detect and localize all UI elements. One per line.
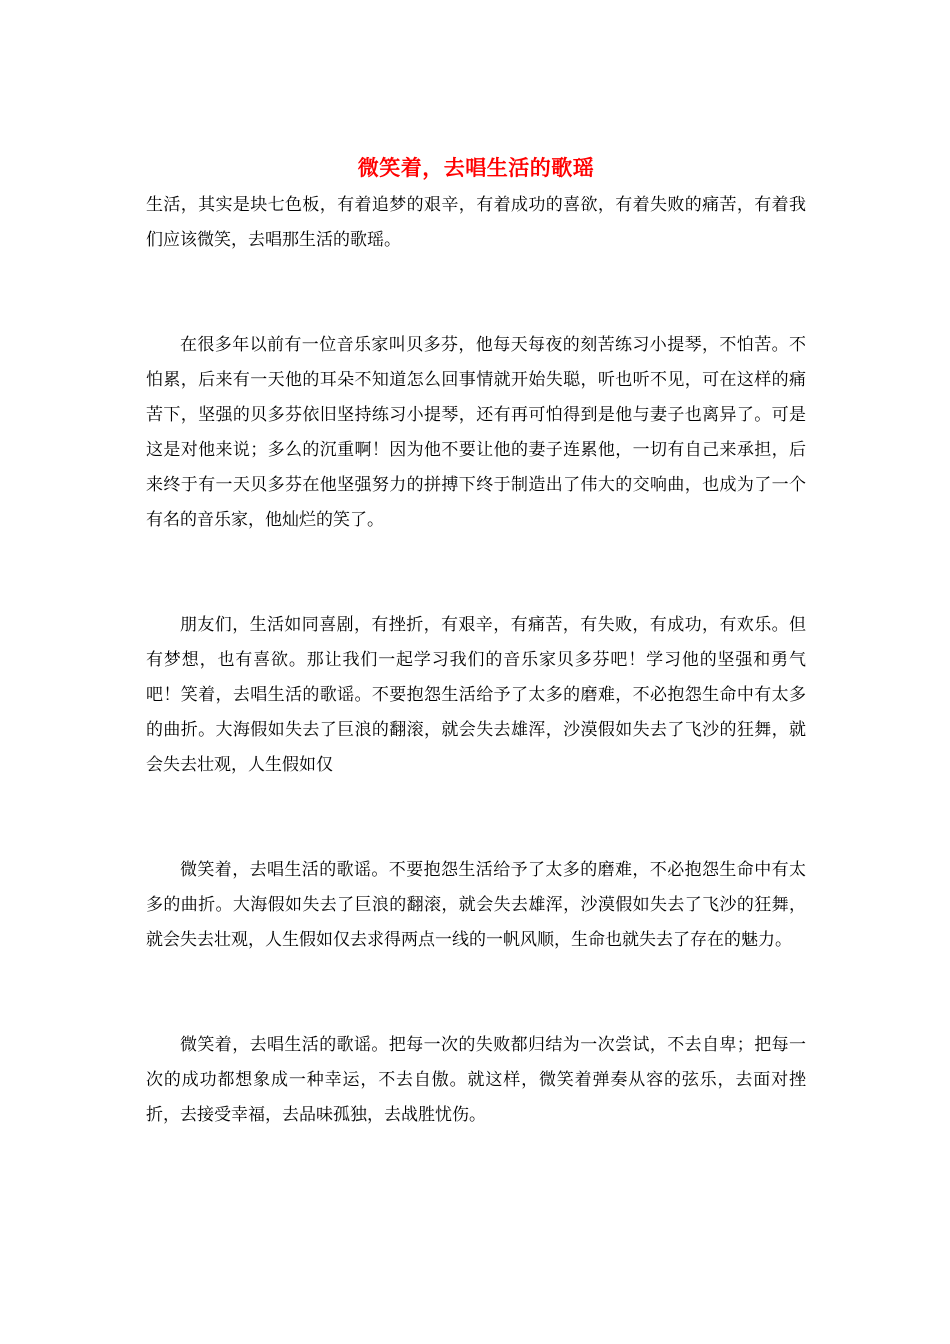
paragraph-gap xyxy=(146,538,806,608)
paragraph-intro: 生活，其实是块七色板，有着追梦的艰辛，有着成功的喜欲，有着失败的痛苦，有着我们应该微笑，去唱那生活的歌瑶。 xyxy=(146,195,806,250)
paragraph-gap xyxy=(146,783,806,853)
paragraph-friends: 朋友们，生活如同喜剧，有挫折，有艰辛，有痛苦，有失败，有成功，有欢乐。但有梦想，也有喜欲。那让我们一起学习我们的音乐家贝多芬吧！学习他的坚强和勇气吧！笑着，去唱生活的歌谣。不要抱怨生活给予了太多的磨难，不必抱怨生命中有太多的曲折。大海假如失去了巨浪的翻滚，就会失去雄浑，沙漠假如失去了飞沙的狂舞，就会失去壮观，人生假如仅 xyxy=(146,615,806,775)
document-page xyxy=(146,148,806,1133)
paragraph-gap xyxy=(146,258,806,328)
document-title: 微笑着，去唱生活的歌瑶 xyxy=(357,155,595,180)
paragraph-smile-sing: 微笑着，去唱生活的歌谣。不要抱怨生活给予了太多的磨难，不必抱怨生命中有太多的曲折。大海假如失去了巨浪的翻滚，就会失去雄浑，沙漠假如失去了飞沙的狂舞，就会失去壮观，人生假如仅去求得两点一线的一帆风顺，生命也就失去了存在的魅力。 xyxy=(146,860,806,950)
paragraph-beethoven: 在很多年以前有一位音乐家叫贝多芬，他每天每夜的刻苦练习小提琴，不怕苦。不怕累，后来有一天他的耳朵不知道怎么回事情就开始失聪，听也听不见，可在这样的痛苦下，坚强的贝多芬依旧坚持练习小提琴，还有再可怕得到是他与妻子也离异了。可是这是对他来说；多么的沉重啊！因为他不要让他的妻子连累他，一切有自己来承担，后来终于有一天贝多芬在他坚强努力的拼搏下终于制造出了伟大的交响曲，也成为了一个有名的音乐家，他灿烂的笑了。 xyxy=(146,335,806,530)
paragraph-gap xyxy=(146,958,806,1028)
paragraph-conclusion: 微笑着，去唱生活的歌谣。把每一次的失败都归结为一次尝试，不去自卑；把每一次的成功都想象成一种幸运，不去自傲。就这样，微笑着弹奏从容的弦乐，去面对挫折，去接受幸福，去品味孤独，去战胜忧伤。 xyxy=(146,1035,806,1125)
